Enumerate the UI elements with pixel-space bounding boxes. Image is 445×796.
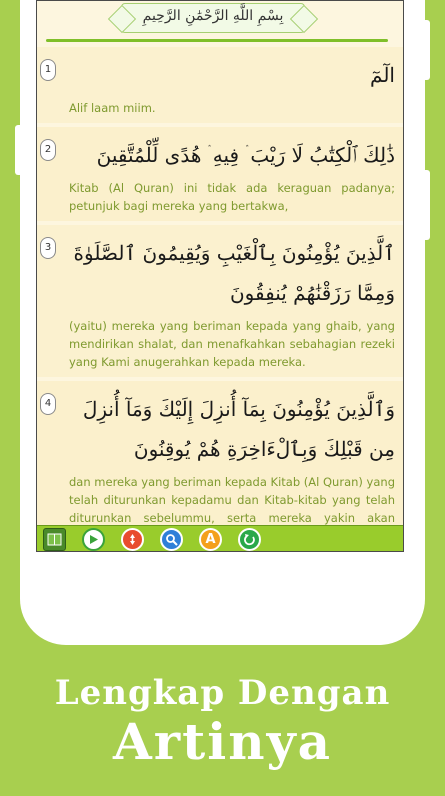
verse-item[interactable] xyxy=(37,127,403,221)
verse-item[interactable] xyxy=(37,47,403,123)
surah-header xyxy=(37,1,403,45)
verse-arabic: ٱلَّذِينَ يُؤْمِنُونَ بِٱلْغَيْبِ وَيُقِيمُونَ ٱلصَّلَوٰةَ وَمِمَّا رَزَقْنَٰهُمْ يُنفِقُونَ xyxy=(73,241,395,305)
verse-arabic: وَٱلَّذِينَ يُؤْمِنُونَ بِمَآ أُنزِلَ إِلَيْكَ وَمَآ أُنزِلَ مِن قَبْلِكَ وَبِٱلْءَاخِرَةِ هُمْ يُوقِنُونَ xyxy=(82,397,395,461)
verse-arabic: الٓمٓ xyxy=(370,63,395,87)
header-divider xyxy=(46,39,388,42)
font-icon[interactable]: A xyxy=(199,528,222,551)
phone-side-button xyxy=(15,125,20,175)
bismillah-frame xyxy=(121,3,305,33)
back-icon[interactable] xyxy=(238,528,261,551)
caption-line-1: Lengkap Dengan xyxy=(54,673,391,713)
verse-list[interactable] xyxy=(37,47,403,552)
verse-translation: Kitab (Al Quran) ini tidak ada keraguan padanya; petunjuk bagi mereka yang bertakwa, xyxy=(69,181,395,213)
bismillah-text: بِسْمِ اللَّهِ الرَّحْمَٰنِ الرَّحِيمِ xyxy=(142,8,284,24)
search-icon[interactable] xyxy=(160,528,183,551)
book-icon[interactable] xyxy=(43,528,66,551)
caption-line-2: Artinya xyxy=(112,712,333,771)
verse-item[interactable] xyxy=(37,225,403,377)
jump-icon[interactable] xyxy=(121,528,144,551)
phone-side-button xyxy=(425,20,430,80)
bottom-toolbar xyxy=(37,525,403,552)
app-screen xyxy=(36,0,404,552)
phone-side-button xyxy=(425,170,430,240)
verse-number: 1 xyxy=(40,59,56,81)
verse-translation: dan mereka yang beriman kepada Kitab (Al Quran) yang telah diturunkan kepadamu dan Kitab-kitab yang telah diturunkan sebelummu, serta mereka yakin akan xyxy=(69,475,395,525)
verse-arabic: ذَٰلِكَ ٱلْكِتَٰبُ لَا رَيْبَ ۛ فِيهِ ۛ هُدًى لِّلْمُتَّقِينَ xyxy=(96,143,395,167)
verse-number: 2 xyxy=(40,139,56,161)
verse-translation: (yaitu) mereka yang beriman kepada yang ghaib, yang mendirikan shalat, dan menafkahkan sebahagian rezeki yang Kami anugerahkan kepada mereka. xyxy=(69,319,395,369)
play-icon[interactable] xyxy=(82,528,105,551)
verse-translation: Alif laam miim. xyxy=(69,101,156,115)
verse-number: 4 xyxy=(40,393,56,415)
verse-number: 3 xyxy=(40,237,56,259)
